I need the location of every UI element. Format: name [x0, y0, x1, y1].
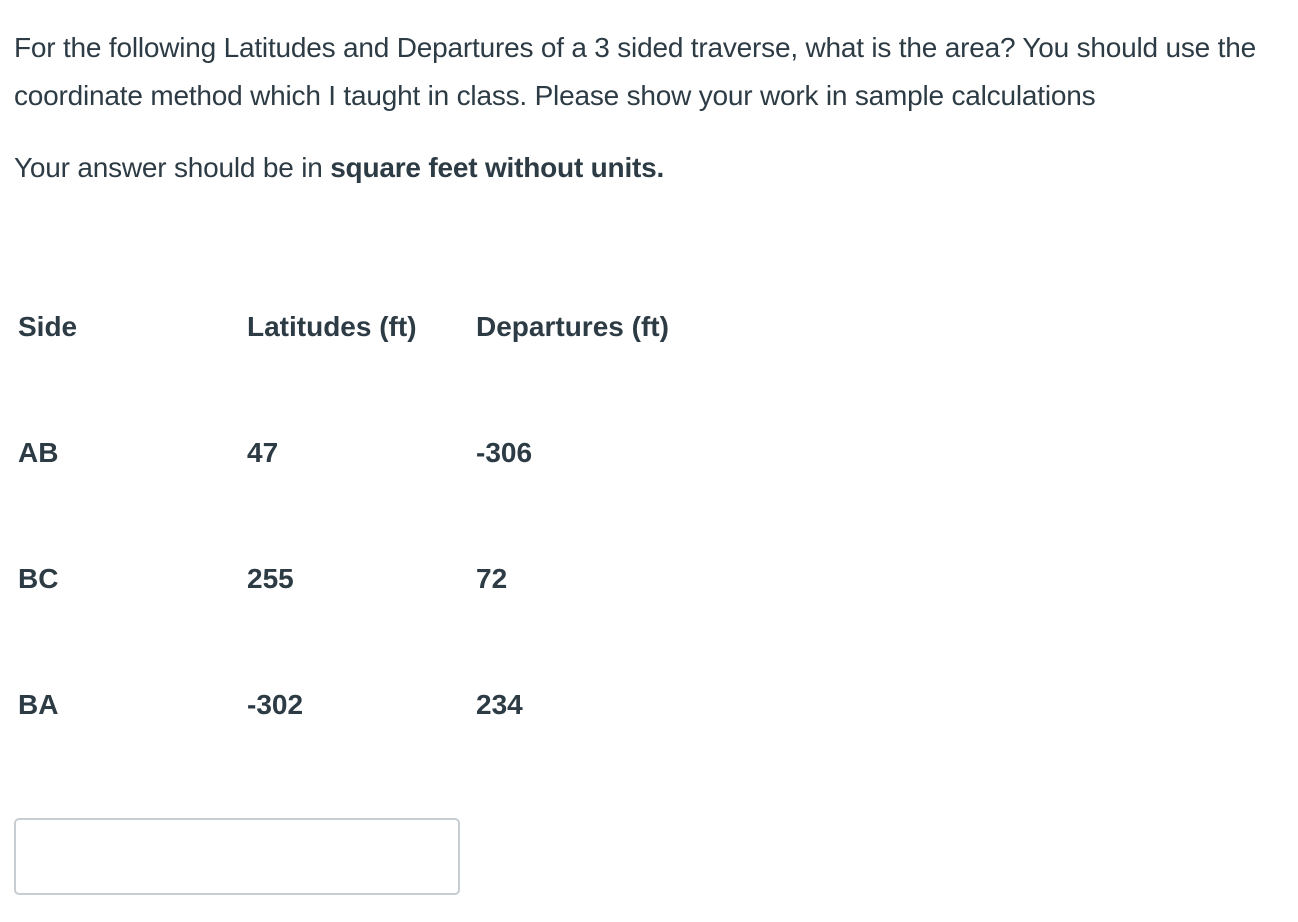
side-cell: BA	[18, 689, 59, 720]
question-text: For the following Latitudes and Departures of a 3 sided traverse, what is the area? You should use the coordinate method which I taught in class. Please show your work in sample calculations	[14, 32, 1256, 111]
side-cell: BC	[18, 563, 59, 594]
latitude-cell: -302	[247, 689, 304, 720]
departure-cell: -306	[476, 437, 533, 468]
header-side: Side	[18, 311, 78, 342]
answer-note-units: square feet without units.	[330, 152, 665, 183]
latitude-cell: 47	[247, 437, 279, 468]
table-header-row	[4, 264, 730, 390]
side-cell: AB	[18, 437, 59, 468]
table-row	[4, 516, 730, 642]
table-row	[4, 642, 730, 768]
table-row	[4, 390, 730, 516]
departure-cell: 234	[476, 689, 523, 720]
traverse-table	[4, 264, 730, 768]
question-body	[14, 24, 1294, 192]
answer-instructions	[14, 144, 1294, 192]
header-departures: Departures (ft)	[476, 311, 669, 342]
latitude-cell: 255	[247, 563, 294, 594]
answer-input[interactable]	[14, 818, 460, 895]
departure-cell: 72	[476, 563, 508, 594]
header-latitudes: Latitudes (ft)	[247, 311, 417, 342]
answer-note-prefix: Your answer should be in	[14, 152, 331, 183]
